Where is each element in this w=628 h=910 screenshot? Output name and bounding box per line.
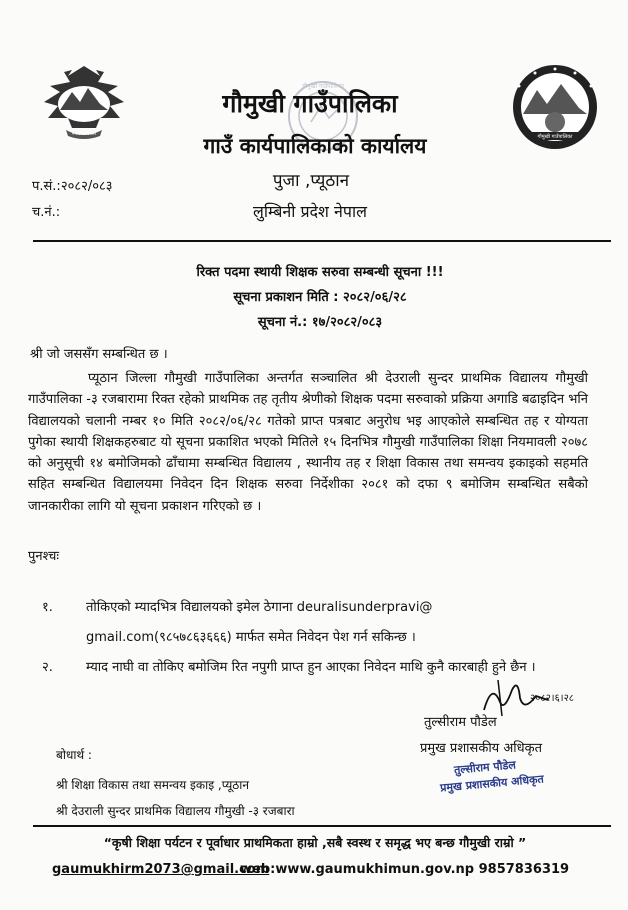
svg-text:नेपाल सरकार: नेपाल सरकार xyxy=(71,131,97,137)
dispatch-number: च.नं.: xyxy=(32,205,61,220)
cc-recipient-2: श्री देउराली सुन्दर प्राथमिक विद्यालय गौमुखी -३ रजबारा xyxy=(56,804,295,818)
reference-number: प.सं.:२०८२/०८३ xyxy=(32,179,113,194)
office-address: पुजा ,प्यूठान xyxy=(272,171,350,191)
svg-text:गौमुखी गाउँपालिका: गौमुखी गाउँपालिका xyxy=(302,83,344,90)
item-2-number: २. xyxy=(42,660,53,675)
notice-body: प्यूठान जिल्ला गौमुखी गाउँपालिका अन्तर्गत सञ्चालित श्री देउराली सुन्दर प्राथमिक विद्यालय गौमुखी गाउँपालिका -३ रजबारामा रिक्त रहेको प्राथमिक तह तृतीय श्रेणीको शिक्षक पदमा सरुवाको प्रक्रिया अगाडि बढाइदिन भनि विद्यालयको चलानी नम्बर १० मिति २०८२/०६/२८ गतेको प्राप्त पत्रबाट अनुरोध भइ आएकोले सम्बन्धित तह र योग्यता पुगेका स्थायी शिक्षकहरुबाट यो सूचना प्रकाशित भएको मितिले १५ दिनभित्र गौमुखी गाउँपालिका शिक्षा नियमावली २०७८ को अनुसूची १४ बमोजिमको ढाँचामा सम्बन्धित विद्यालय , स्थानीय तह र शिक्षा विकास तथा समन्वय इकाइको सहमति सहित सम्बन्धित विद्यालयमा निवेदन दिन शिक्षक सरुवा निर्देशीका २०८१ को दफा ९ बमोजिम सम्बन्धित सबैको जानकारीका लागि यो सूचना प्रकाशन गरिएको छ । xyxy=(28,371,588,514)
signer-name: तुल्सीराम पौडेल xyxy=(424,715,497,730)
header-divider xyxy=(33,240,611,242)
item-1-line2: gmail.com(९८५७८६३६६६) मार्फत समेत निवेदन पेश गर्न सकिन्छ । xyxy=(86,630,416,645)
footer-slogan: “कृषी शिक्षा पर्यटन र पूर्वाधार प्राथमिकता हाम्रो ,सबै स्वस्थ र समृद्ध भए बन्छ गौमुखी राम्रो ” xyxy=(103,835,527,850)
office-title: गाउँ कार्यपालिकाको कार्यालय xyxy=(203,134,427,158)
item-2-text: म्याद नाघी वा तोकिए बमोजिम रित नपुगी प्राप्त हुन आएका निवेदन माथि कुनै कारबाही हुने छैन । xyxy=(86,660,536,675)
publication-date: सूचना प्रकाशन मिति : २०८२/०६/२८ xyxy=(233,290,407,305)
footer-divider xyxy=(33,825,611,827)
footer-email-link[interactable]: gaumukhirm2073@gmail.com xyxy=(52,862,270,877)
footer-website-phone[interactable]: web:www.gaumukhimun.gov.np 9857836319 xyxy=(240,862,570,877)
nepal-emblem-logo xyxy=(38,62,130,142)
postscript-label: पुनश्चः xyxy=(28,549,60,564)
municipality-title: गौमुखी गाउँपालिका xyxy=(222,89,398,118)
stamp-name: तुल्सीराम पौडेल xyxy=(453,758,517,777)
signature-date: २०८२।६।२८ xyxy=(530,693,574,704)
stamp-title: प्रमुख प्रशासकीय अधिकृत xyxy=(439,772,545,795)
item-1-number: १. xyxy=(42,600,53,615)
item-1-line1: तोकिएको म्यादभित्र विद्यालयको इमेल ठेगाना deuralisunderpravi@ xyxy=(86,600,433,615)
notice-subject: रिक्त पदमा स्थायी शिक्षक सरुवा सम्बन्धी सूचना !!! xyxy=(196,265,444,280)
salutation: श्री जो जससँग सम्बन्धित छ । xyxy=(30,347,168,362)
cc-recipient-1: श्री शिक्षा विकास तथा समन्वय इकाइ ,प्यूठान xyxy=(56,778,250,792)
gaumukhi-municipality-logo xyxy=(505,64,605,150)
cc-label: बोधार्थ : xyxy=(56,748,92,762)
province-name: लुम्बिनी प्रदेश नेपाल xyxy=(253,202,367,221)
notice-number: सूचना नं.: १७/२०८२/०८३ xyxy=(257,315,383,330)
signer-title: प्रमुख प्रशासकीय अधिकृत xyxy=(420,741,543,756)
svg-text:गौमुखी गाउँपालिका: गौमुखी गाउँपालिका xyxy=(537,134,573,140)
